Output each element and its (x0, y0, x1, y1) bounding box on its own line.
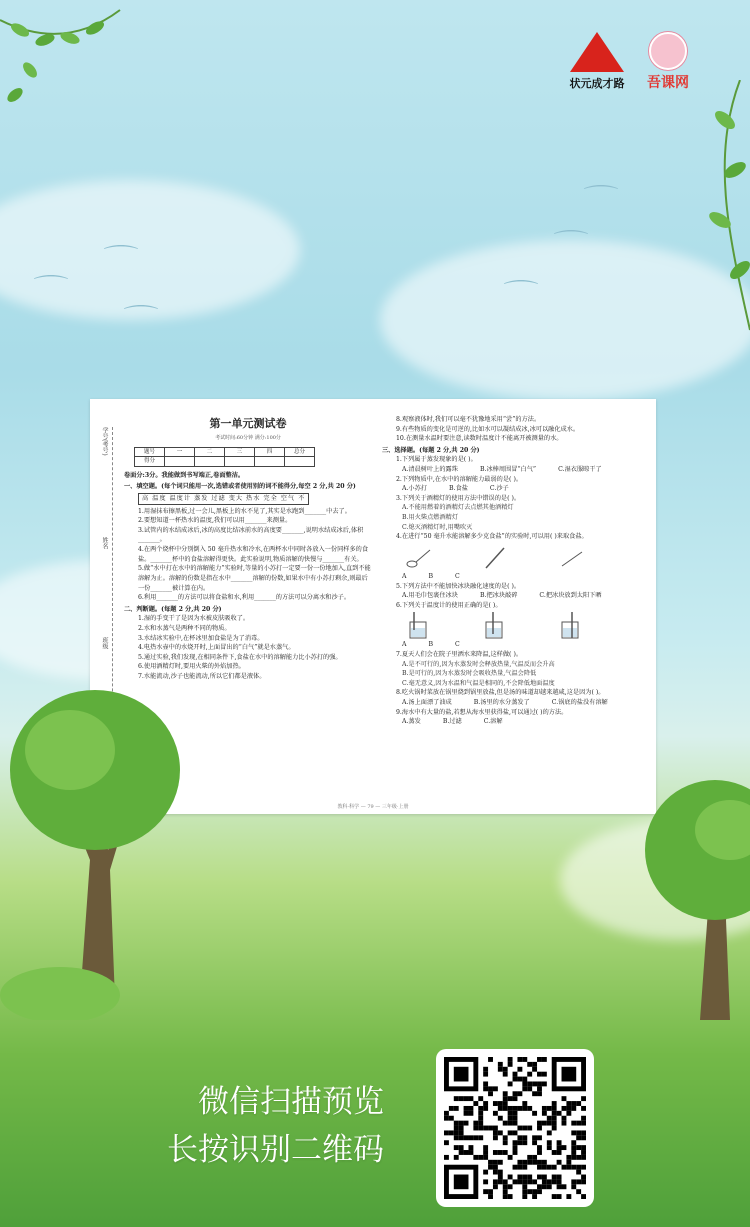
choice-options (382, 503, 644, 532)
beaker-icon (482, 612, 508, 640)
choice-option: A.汤上面漂了油成 (402, 699, 452, 707)
tree-left (0, 660, 180, 1000)
choice-option: C (455, 572, 460, 580)
fill-question: 3.试管内的水结成冰后,冰的高度比结冰前水的高度要_______,说明水结成冰后,体积_______。 (138, 526, 364, 544)
score-table (134, 447, 315, 467)
score-cell (225, 457, 255, 467)
exam-meta: 考试时间:60分钟 满分:100分 (215, 435, 281, 442)
choice-option: B.是可行的,因为水蒸发时会吸收热量,气温会降低 (402, 670, 537, 678)
zhuangyuan-logo (568, 32, 626, 91)
score-cell: 三 (225, 447, 255, 457)
tree-right (620, 760, 750, 1020)
bird-icon: ⌒ (33, 275, 69, 300)
choice-option: A (402, 641, 407, 649)
paper-left-column (124, 415, 372, 682)
score-cell: 得分 (135, 457, 165, 467)
score-cell (285, 457, 315, 467)
score-cell: 一 (165, 447, 195, 457)
judge-question: 6.使用酒精灯时,要用火柴的外焰加热。 (138, 663, 245, 671)
paper-right-column (382, 415, 644, 727)
fill-question: 1.用湿抹布擦黑板,过一会儿,黑板上的水不见了,其实是水跑到_______中去了。 (138, 507, 351, 515)
choice-option: A.是不可行的,因为水蒸发时会释放热量,气温反而会升高 (402, 660, 555, 668)
judge-question: 2.水和水蒸气是两种不同的物质。 (138, 624, 231, 632)
choice-option: C.湿衣服晾干了 (558, 466, 602, 474)
choice-question: 7.夏天人们会在院子里洒水来降温,这样做( )。 (396, 650, 523, 658)
judge-question: 9.有些物质的变化是可逆的,比如水可以凝结成冰,冰可以融化成水。 (396, 425, 580, 433)
fill-question: 4.在两个烧杯中分别倒入 50 毫升热水和冷水,在两杯水中同时各放入一份同样多的食盐。_______杯中的食盐溶解得更快。此实验说明,物质溶解的快慢与_______有关。 (138, 546, 369, 563)
choice-question: 8.吃火锅时菜放在锅里烧到锅里放盐,但是汤的味道却越来越咸,这是因为( )。 (396, 689, 605, 697)
choice-question: 9.海水中有大量的盐,若想从海水里获得盐,可以通过( )的方法。 (396, 708, 568, 716)
choice-option: B.汤里的水分蒸发了 (473, 699, 530, 707)
promo-line-scan: 微信扫描预览 (198, 1084, 384, 1120)
section-heading: 三、选择题。(每题 2 分,共 20 分) (382, 446, 480, 454)
choice-option: B (428, 572, 434, 580)
choice-option: A.小苏打 (402, 485, 427, 493)
score-cell: 总分 (285, 447, 315, 457)
judge-question: 7.水能流动,沙子也能流动,所以它们都是液体。 (138, 673, 266, 681)
page-footer: 教科·科学 — 79 — 三年级·上册 (337, 804, 409, 810)
choice-options (382, 660, 644, 689)
spoon-icon (406, 544, 432, 572)
choice-option: C (455, 641, 460, 649)
choice-option: B.冰棒周围冒“白气” (479, 466, 537, 474)
choice-question: 3.下列关于酒精灯的使用方法中错误的是( )。 (396, 494, 521, 502)
zhuangyuan-logo-text: 状元成才路 (569, 77, 625, 90)
bird-icon: ⌒ (123, 305, 159, 330)
choice-option: C.毫无意义,因为水温和气温是相同的,不会降低地面温度 (402, 679, 555, 687)
choice-question: 1.下列属于蒸发现象的是( )。 (396, 456, 477, 464)
choice-question: 4.在进行“50 毫升水能溶解多少克食盐”的实验时,可以用( )来取食盐。 (396, 533, 588, 541)
vine-decoration-right (650, 80, 750, 340)
choice-option: B.把冰块敲碎 (479, 592, 518, 600)
choice-option: A.蒸发 (402, 718, 421, 726)
choice-options (382, 572, 644, 582)
score-table-row (135, 457, 315, 467)
choice-option: B.食盐 (449, 485, 468, 493)
choice-option: C.溶解 (483, 718, 503, 726)
fill-question-list (124, 507, 372, 603)
choice-options (382, 698, 644, 708)
choice-question-list (382, 455, 644, 726)
beaker-icon (558, 612, 584, 640)
choice-options (382, 484, 644, 494)
choice-option: B.过滤 (442, 718, 462, 726)
wuke-logo (640, 32, 696, 92)
side-label: 班级 (101, 637, 108, 649)
wuke-logo-text: 吾课网 (647, 75, 689, 91)
fill-question: 6.利用_______的方法可以将食盐和水,利用_______的方法可以分离水和沙子。 (138, 594, 351, 602)
bird-icon: ⌒ (103, 245, 139, 270)
fill-question: 2.要想知道一杯热水的温度,我们可以用_______来测量。 (138, 517, 292, 525)
promo-line-longpress: 长按识别二维码 (167, 1132, 384, 1168)
vine-decoration-left (0, 0, 160, 130)
choice-option: B.用火柴点燃酒精灯 (402, 514, 459, 522)
choice-option: A.清晨树叶上的露珠 (402, 466, 458, 474)
score-cell: 题号 (135, 447, 165, 457)
judge-question: 10.在测量水温时要注意,读数时温度计不能离开被测量的水。 (396, 435, 563, 443)
choice-question: 2.下列物质中,在水中的溶解能力最弱的是( )。 (396, 475, 523, 483)
brand-logos (568, 32, 696, 92)
choice-options (382, 717, 644, 727)
section-heading: 一、填空题。(每个词只能用一次,选错或者使用别的词不能得分,每空 2 分,共 20 分) (124, 483, 356, 491)
choice-option: C.锅底的盐没有溶解 (551, 699, 608, 707)
score-cell: 四 (255, 447, 285, 457)
spoon-icon (482, 544, 508, 572)
score-cell (255, 457, 285, 467)
score-cell: 二 (195, 447, 225, 457)
choice-option: A.不能用燃着的酒精灯去点燃其他酒精灯 (402, 504, 514, 512)
side-label: 学号(考号) (101, 427, 108, 456)
side-label: 姓名 (101, 537, 108, 549)
qr-code-icon (444, 1057, 586, 1199)
choice-option: A.用毛巾包裹住冰块 (402, 592, 458, 600)
bird-icon: ⌒ (503, 280, 539, 305)
score-table-row (135, 447, 315, 457)
spoon-icon (558, 544, 584, 572)
choice-options (382, 640, 644, 650)
choice-options (382, 591, 644, 601)
beaker-icon (406, 612, 432, 640)
word-bank: 高 温度 温度计 蒸发 过滤 变大 热水 完全 空气 不 (138, 493, 309, 505)
bird-icon: ⌒ (583, 185, 619, 210)
judge-question: 3.水结冰实验中,在杯冰里加食盐是为了消毒。 (138, 634, 264, 642)
choice-option: A (402, 572, 407, 580)
spoon-figure (382, 542, 644, 572)
promo-text (132, 1078, 384, 1174)
mascot-icon (649, 32, 687, 70)
judge-question: 5.通过实验,我们发现,在相同条件下,食盐在水中的溶解能力比小苏打的强。 (138, 653, 342, 661)
exam-title: 第一单元测试卷 (209, 417, 287, 430)
section-heading: 二、判断题。(每题 2 分,共 20 分) (124, 605, 222, 613)
choice-option: C.熄灭酒精灯时,用嘴吹灭 (402, 523, 473, 531)
choice-options (382, 465, 644, 475)
choice-option: B (428, 641, 434, 649)
judge-question: 8.观察液体时,我们可以毫不犹豫地采用“尝”的方法。 (396, 416, 541, 423)
choice-question: 6.下列关于温度计的使用正确的是( )。 (396, 601, 502, 609)
bird-icon: ⌒ (553, 230, 589, 255)
fill-question: 5.做“水中打在水中的溶解能力”实验时,等量的小苏打一定要一份一份地加入,直到不能溶解为止。溶解的份数是指在水中_______溶解的份数,如果水中有小苏打剩余,则最后一份_______被计算在内。 (138, 565, 371, 592)
bush (0, 950, 120, 1020)
choice-option: C.把冰块放到太阳下晒 (539, 592, 602, 600)
instruction-text: 卷面分:3分。我能做到书写端正,卷面整洁。 (124, 471, 245, 479)
beaker-figure (382, 610, 644, 640)
choice-option: C.沙子 (489, 485, 509, 493)
qr-code[interactable] (436, 1049, 594, 1207)
choice-question: 5.下列方法中不能加快冰块融化速度的是( )。 (396, 582, 521, 590)
judge-question: 4.电热水壶中的水烧开时,上面冒出的“白气”就是水蒸气。 (138, 644, 295, 652)
score-cell (195, 457, 225, 467)
score-cell (165, 457, 195, 467)
triangle-logo-icon (570, 32, 624, 72)
judge-question: 1.湿的手变干了是因为水被皮肤吸收了。 (138, 615, 250, 623)
